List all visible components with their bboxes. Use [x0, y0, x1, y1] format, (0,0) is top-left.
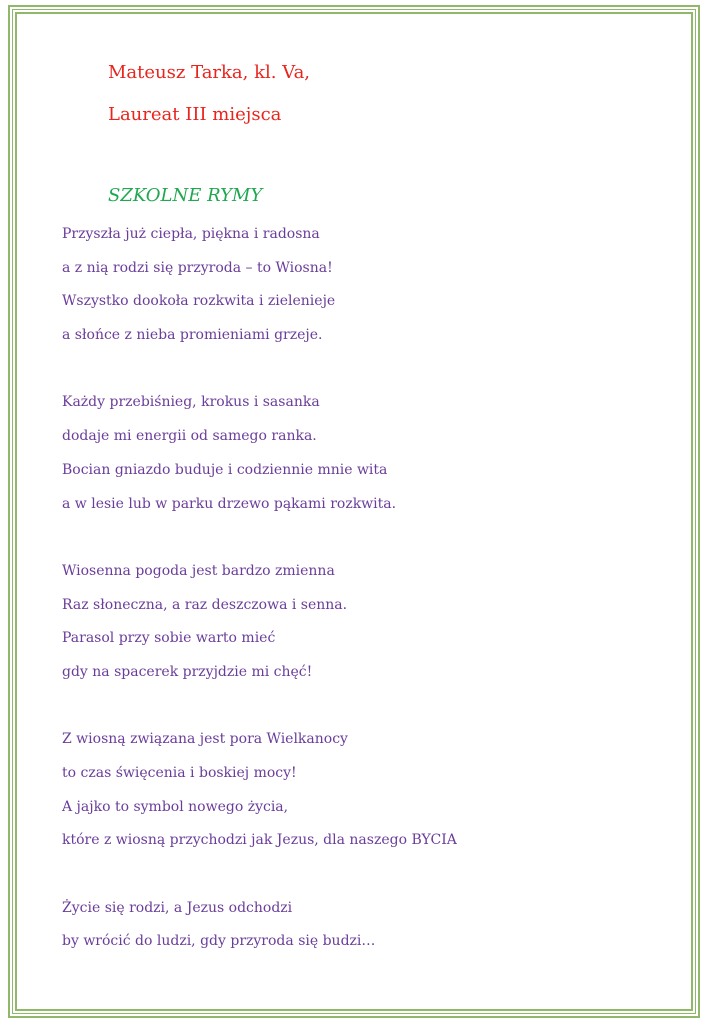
poem-line: Przyszła już ciepła, piękna i radosna	[62, 226, 320, 242]
poem-line: Bocian gniazdo buduje i codziennie mnie wita	[62, 461, 388, 478]
poem-line: Raz słoneczna, a raz deszczowa i senna.	[62, 596, 348, 613]
award-heading: Laureat III miejsca	[108, 104, 282, 125]
stanza-break	[62, 527, 457, 561]
poem-line: to czas święcenia i boskiej mocy!	[62, 765, 297, 781]
poem-line: by wrócić do ludzi, gdy przyroda się budzi…	[62, 933, 376, 950]
poem-line: Z wiosną związana jest pora Wielkanocy	[62, 731, 348, 748]
poem-line: a w lesie lub w parku drzewo pąkami rozkwita.	[62, 495, 397, 512]
poem-line: gdy na spacerek przyjdzie mi chęć!	[62, 663, 313, 680]
stanza-break	[62, 359, 457, 393]
poem-body	[62, 224, 457, 965]
poem-title: SZKOLNE RYMY	[108, 185, 263, 206]
poem-line: Życie się rodzi, a Jezus odchodzi	[62, 899, 293, 916]
poem-line: dodaje mi energii od samego ranka.	[62, 428, 317, 445]
poem-line: które z wiosną przychodzi jak Jezus, dla naszego BYCIA	[62, 832, 457, 849]
poem-line: Wiosenna pogoda jest bardzo zmienna	[62, 562, 335, 579]
author-heading: Mateusz Tarka, kl. Va,	[108, 62, 311, 83]
poem-line: Parasol przy sobie warto mieć	[62, 630, 276, 647]
poem-line: a słońce z nieba promieniami grzeje.	[62, 327, 323, 344]
poem-line: A jajko to symbol nowego życia,	[62, 798, 289, 815]
stanza-break	[62, 696, 457, 730]
poem-line: Wszystko dookoła rozkwita i zielenieje	[62, 293, 336, 310]
poem-line: Każdy przebiśnieg, krokus i sasanka	[62, 394, 320, 411]
poem-line: a z nią rodzi się przyroda – to Wiosna!	[62, 259, 333, 276]
stanza-break	[62, 864, 457, 898]
